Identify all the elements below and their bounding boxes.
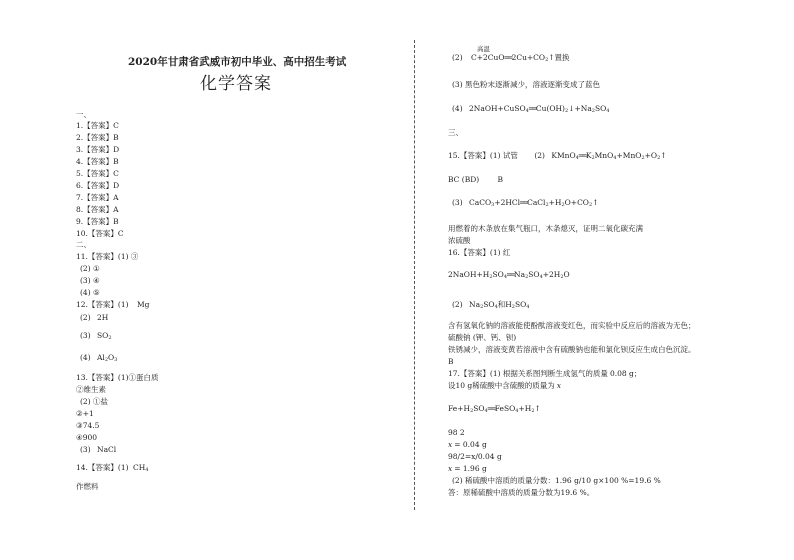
eq-2-tail: ↑置换: [548, 53, 570, 62]
answer-17-proportion: 98/2=x/0.04 g: [448, 452, 502, 461]
answer-10: 10.【答案】C: [76, 229, 124, 238]
answer-16-2: [452, 300, 529, 309]
answer-17-let-mass: 10 g: [455, 381, 473, 390]
eq-16-sub3: 2: [525, 274, 529, 280]
answer-16-explain: 铁锈减少，溶液变黄若溶液中含有硫酸钠也能和氯化钡反应生成白色沉淀。: [448, 345, 696, 354]
eq-15-3-sub2: 2: [545, 202, 549, 208]
answer-17-ratio: 98 2: [448, 428, 465, 437]
page-heading: 化学答案: [200, 74, 272, 94]
answer-13-valence: ②+1: [76, 409, 94, 418]
eq-4-b: Cu(OH): [535, 104, 565, 113]
answer-1: 1.【答案】C: [76, 121, 119, 130]
answer-12-3: [80, 331, 112, 340]
answer-17-x2-var: x: [448, 464, 453, 473]
eq-15-b: K: [585, 151, 592, 160]
eq-16-e: +2H: [542, 270, 561, 279]
eq-15-3-f: ↑: [592, 198, 599, 207]
answer-14: [76, 463, 148, 472]
eq-15-sub3: 4: [613, 155, 617, 161]
answer-16-reason: 含有氢氧化钠的溶液能使酚酞溶液变红色，而实验中反应后的溶液为无色；: [448, 321, 696, 330]
answer-12-3-label: (3): [80, 331, 91, 340]
answer-16-2-c: 和H: [497, 300, 512, 309]
eq-16-c: Na: [514, 270, 526, 279]
answer-17-tail: ；: [633, 369, 642, 378]
eq-4-sub1: 4: [525, 108, 529, 114]
eq-17-sub2: 4: [484, 408, 488, 414]
answer-17-let-a: 设: [448, 381, 456, 390]
eq-16-sign: ══: [507, 270, 515, 279]
answer-17-2: (2) 稀硫酸中溶质的质量分数：1.96 g/10 g×100 %=19.6 %: [452, 476, 661, 485]
answer-13-3: [80, 445, 116, 454]
answer-13-vitamin: ②维生素: [76, 385, 106, 394]
answer-17-x2: [448, 464, 487, 473]
exam-title: 2020年甘肃省武威市初中毕业、高中招生考试: [128, 56, 347, 68]
eq-17-sign: ══: [487, 404, 495, 413]
eq-17-d: +H: [518, 404, 532, 413]
eq-16-f: O: [563, 270, 570, 279]
eq-15-sub4: 2: [641, 155, 645, 161]
answer-16-2-sub1: 2: [480, 304, 484, 310]
answer-12-2-label: (2): [80, 313, 91, 322]
eq-17-c: FeSO: [494, 404, 516, 413]
answer-16-2-a: Na: [469, 300, 481, 309]
eq-15-3-e: O+CO: [564, 198, 589, 207]
eq-4-sub3: 2: [591, 108, 595, 114]
answer-15-apparatus-b: B: [497, 175, 504, 184]
eq-4-d: SO: [594, 104, 607, 113]
answer-16-2-b: SO: [483, 300, 495, 309]
eq-15-sub2: 2: [591, 155, 595, 161]
eq-15-f: ↑: [660, 151, 667, 160]
answer-12-4-sub1: 2: [104, 357, 109, 363]
answer-13-3-value: NaCl: [97, 445, 117, 454]
eq-4-a: 2NaOH+CuSO: [469, 104, 526, 113]
answer-12-4-sub2: 3: [114, 357, 118, 363]
answer-16: 16.【答案】(1) 红: [448, 248, 511, 257]
answer-4: 4.【答案】B: [76, 157, 119, 166]
answer-15-label: 15.【答案】(1) 试管: [448, 151, 518, 160]
answer-12-3-sub: 2: [108, 335, 112, 341]
answer-16-salt: 硫酸钠 (钾、钙、钡): [448, 333, 517, 342]
eq-15-e: +O: [644, 151, 658, 160]
eq-16-sub4: 4: [539, 274, 543, 280]
answer-12-3-text: (3) 黑色粉末逐渐减少，溶液逐渐变成了蓝色: [452, 80, 601, 89]
eq-15-3-sign: ══: [520, 198, 528, 207]
answer-17-let: [448, 381, 561, 390]
answer-12-4-o: O: [108, 353, 115, 362]
eq-15-sub1: 4: [575, 155, 579, 161]
answer-14-formula: CH: [132, 463, 146, 472]
answer-16-eq: [448, 270, 570, 279]
answer-15-3: [452, 198, 598, 207]
answer-16-2-sub2: 4: [494, 304, 498, 310]
section-three-label: 三、: [448, 128, 463, 137]
eq-16-sub5: 2: [560, 274, 564, 280]
answer-15-test: 用燃着的木条放在集气瓶口，木条熄灭，证明二氧化碳充满: [448, 224, 643, 233]
eq-16-d: SO: [528, 270, 540, 279]
eq-15-3-c: CaCl: [527, 198, 546, 207]
eq-4-sub4: 4: [606, 108, 610, 114]
answer-15-apparatus: [448, 175, 503, 184]
answer-7: 7.【答案】A: [76, 193, 119, 202]
answer-13-3-label: (3): [80, 445, 91, 454]
answer-15-drying: 浓硫酸: [448, 236, 471, 245]
eq-15-sub5: 2: [657, 155, 661, 161]
answer-12-2-value: 2H: [97, 313, 109, 322]
answer-11-3: (3) ④: [80, 276, 100, 285]
answer-17-label: 17.【答案】(1) 根据关系图判断生成氢气的质量: [448, 369, 608, 378]
answer-13-volume: ④900: [76, 433, 98, 442]
eq-15-3-sub1: 3: [491, 202, 495, 208]
answer-11-4: (4) ⑤: [80, 288, 100, 297]
answer-2: 2.【答案】B: [76, 133, 119, 142]
answer-17-x1-val: = 0.04 g: [454, 440, 487, 449]
answer-12-mg: Mg: [136, 300, 150, 309]
answer-11: 11.【答案】(1) ③: [76, 252, 139, 261]
answer-15-2-label: (2): [534, 151, 545, 160]
answer-12-4-label: (4): [80, 353, 91, 362]
answer-17: [448, 369, 641, 378]
answer-17-conclusion: 答：原稀硫酸中溶质的质量分数为19.6 %。: [448, 488, 595, 497]
answer-17-x2-val: = 1.96 g: [454, 464, 487, 473]
answer-5: 5.【答案】C: [76, 169, 119, 178]
answer-14-sub: 4: [145, 467, 149, 473]
eq-15-3-sub4: 2: [588, 202, 593, 208]
answer-17-x1-var: x: [448, 440, 453, 449]
answer-13-mass: ③74.5: [76, 421, 100, 430]
answer-12-2: [80, 313, 108, 322]
answer-8: 8.【答案】A: [76, 205, 119, 214]
eq-2-products: 2Cu+CO: [511, 53, 546, 62]
eq-2-sign: ══: [504, 53, 512, 62]
eq-15-c: MnO: [594, 151, 614, 160]
eq-4-label: (4): [452, 104, 463, 113]
eq-17-sub4: 2: [531, 408, 535, 414]
answer-12-3-formula: SO: [97, 331, 109, 340]
answer-12-4: [80, 353, 117, 362]
answer-15: [448, 151, 667, 160]
eq-4-c: ↓+Na: [568, 104, 592, 113]
eq-17-sub1: 2: [470, 408, 474, 414]
answer-12-label: 12.【答案】(1): [76, 300, 129, 309]
answer-16-2-sub3: 2: [511, 304, 515, 310]
eq-16-sub2: 4: [503, 274, 507, 280]
answer-16-2-d: SO: [514, 300, 527, 309]
eq-17-e: ↑: [534, 404, 541, 413]
answer-9: 9.【答案】B: [76, 217, 119, 226]
eq-2-reactants: C+2CuO: [471, 53, 505, 62]
eq-15-3-a: CaCO: [469, 198, 492, 207]
answer-12-4-al: Al: [97, 353, 105, 362]
answer-17-mass: 0.08 g: [609, 369, 634, 378]
answer-14-label: 14.【答案】(1): [76, 463, 129, 472]
answer-17-let-x: x: [556, 381, 561, 390]
answer-14-use: 作燃料: [76, 482, 99, 491]
section-two-label: 二、: [76, 240, 91, 249]
answer-12: [76, 300, 149, 309]
eq-4-sub2: 2: [565, 108, 569, 114]
eq-16-a: 2NaOH+H: [448, 270, 490, 279]
eq-15-3-sub3: 2: [561, 202, 565, 208]
eq-4-sign: ══: [528, 104, 536, 113]
answer-16-2-sub4: 4: [526, 304, 530, 310]
answer-15-apparatus-a: BC (BD): [448, 175, 480, 184]
answer-12-eq-4: [452, 104, 609, 113]
eq-15-d: +MnO: [616, 151, 642, 160]
answer-17-let-text: 稀硫酸中含硫酸的质量为: [472, 381, 555, 390]
eq-15-3-b: +2HCl: [494, 198, 521, 207]
answer-6: 6.【答案】D: [76, 181, 120, 190]
answer-11-2: (2) ①: [80, 264, 100, 273]
eq-2-sub: 2: [545, 57, 549, 63]
answer-13: 13.【答案】(1)①蛋白质: [76, 373, 159, 382]
answer-17-x1: [448, 440, 487, 449]
eq-15-a: KMnO: [551, 151, 576, 160]
reaction-condition: 高温: [477, 45, 490, 53]
answer-16-choice: B: [448, 357, 454, 366]
answer-13-2: (2) ①盐: [80, 397, 109, 406]
eq-15-sign: ══: [578, 151, 586, 160]
eq-17-sub3: 4: [515, 408, 519, 414]
answer-3: 3.【答案】D: [76, 145, 120, 154]
answer-15-3-label: (3): [452, 198, 463, 207]
column-divider: [414, 40, 415, 510]
eq-15-3-d: +H: [548, 198, 562, 207]
answer-12-eq-2: [452, 53, 570, 62]
eq-2-label: (2): [452, 53, 463, 62]
eq-17-b: SO: [473, 404, 485, 413]
eq-17-a: Fe+H: [448, 404, 471, 413]
answer-16-2-label: (2): [452, 300, 463, 309]
eq-16-sub1: 2: [489, 274, 493, 280]
eq-16-b: SO: [492, 270, 504, 279]
section-one-label: 一、: [76, 110, 91, 119]
answer-17-eq: [448, 404, 541, 413]
